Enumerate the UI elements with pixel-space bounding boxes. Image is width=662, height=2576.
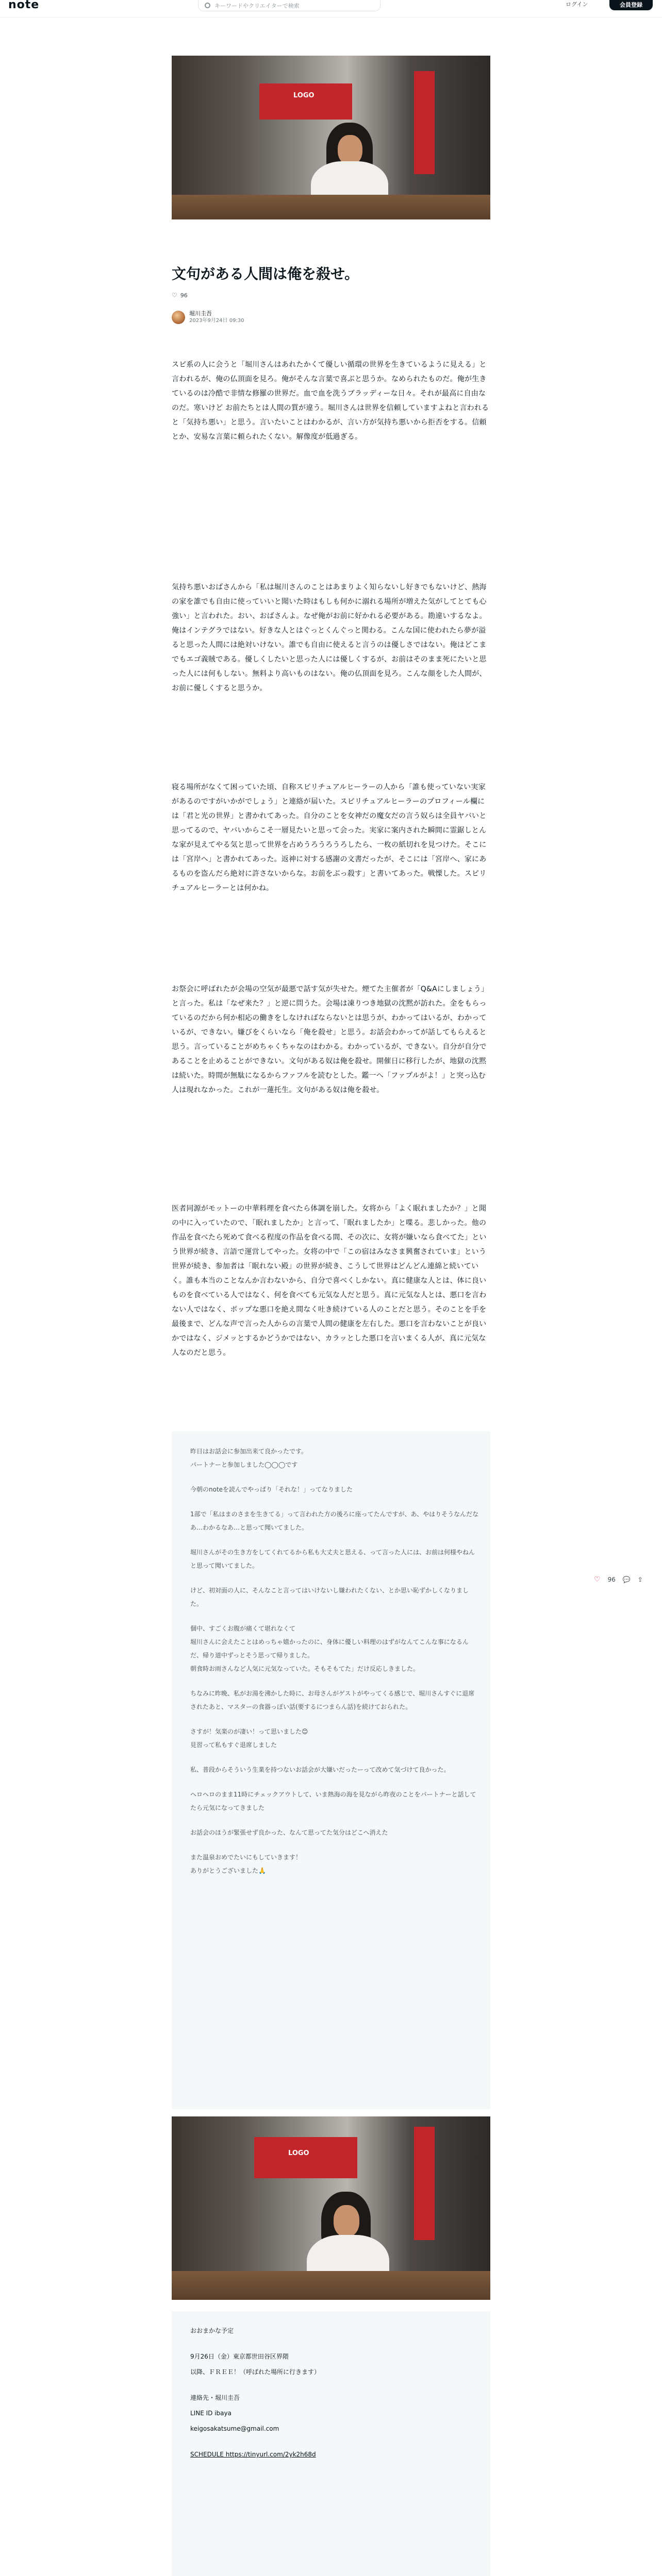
quote-line: ヘロヘロのまま11時にチェックアウトして、いま熱海の海を見ながら昨夜のことをパートナーと話してたら元気になってきました xyxy=(190,1791,476,1811)
like-count: 96 xyxy=(180,292,188,299)
quote-line: ちなみに昨晩、私がお湯を沸かした時に、お母さんがゲストがやってくる感じで、堀川さんすぐに退席されたあと、マスターの食器っぽい話(要するにつまらん話)を続けておられた。 xyxy=(190,1690,475,1710)
side-like-count: 96 xyxy=(607,1576,616,1583)
search-icon xyxy=(205,3,210,8)
info-line: 以降、ＦＲＥＥ！（呼ばれた場所に行きます） xyxy=(190,2368,321,2376)
note-logo[interactable]: note xyxy=(8,0,40,11)
author-byline[interactable] xyxy=(172,310,244,324)
quote-line: 私、普段からそういう生業を持つないお話会が大嫌いだったーって改めて気づけて良かった。 xyxy=(190,1766,450,1773)
quote-line: 堀川さんに会えたことはめっちゃ嬉かったのに、身体に優しい料理のはずがなんてこんな事になるんだ、帰り道中ずっとそう思って帰りました。 xyxy=(190,1638,469,1659)
info-line: LINE ID ibaya xyxy=(190,2410,231,2417)
like-summary[interactable] xyxy=(172,292,188,299)
search-placeholder: キーワードやクリエイターで検索 xyxy=(214,2,300,9)
quote-line: また温泉おめでたいにもしていきます！ xyxy=(190,1854,302,1861)
site-header xyxy=(0,0,662,18)
info-line: 9月26日（金）東京都世田谷区界隈 xyxy=(190,2353,289,2360)
quote-line: 堀川さんがその生き方をしてくれてるから私も大丈夫と思える、って言った人には、お前は何様やねんと思って聞いてました。 xyxy=(190,1549,475,1569)
body-paragraph: スピ系の人に会うと「堀川さんはあれたかくて優しい循環の世界を生きているように見える」と言われるが、俺の仏頂面を見ろ。俺がそんな言葉で喜ぶと思うか。なめられたものだ。俺が生きているのは冷酷で非情な修羅の世界だ。血で血を洗うブラッディーな日々。それが最高に自由なのだ。寒いけど お前たちとは人間の質が違う。堀川さんは世界を信頼していますよねと言われると「気持ち悪い」と思う。言いたいことはわかるが、言い方が気持ち悪いから拒否をする。信頼とか、安易な言葉に頼られたくない。解像度が低過ぎる。 xyxy=(172,361,489,441)
quote-line: 個中、すごくお腹が痛くて堪れなくて xyxy=(190,1625,296,1632)
share-icon[interactable]: ⇪ xyxy=(637,1576,643,1583)
signup-button[interactable]: 会員登録 xyxy=(609,0,653,10)
quote-line: ありがとうございました🙏 xyxy=(190,1867,266,1874)
info-line: 連絡先・堀川圭吾 xyxy=(190,2394,240,2401)
body-paragraph: 気持ち悪いおばさんから「私は堀川さんのことはあまりよく知らないし好きでもないけど、熱海の家を誰でも自由に使っていいと聞いた時はもしも何かに溺れる場所が増えた気がしてとても心強い」と言われた。おい、おばさんよ。なぜ俺がお前に好かれる必要がある。勘違いするなよ。俺はインテグラではない。好きな人とはぐっとくんぐっと関わる。こんな国に使われたら夢が溢ると思った人間には絶対いけない。誰でも自由に使えると言うのは優しさではない。俺はどこまでもエゴ義賊である。優しくしたいと思った人には優しくするが、お前はそのまま死にたいと思った人には何もしない。無料より高いものはない。俺の仏頂面を見ろ。こんな顔をした人間が、お前に優しくすると思うか。 xyxy=(172,583,487,692)
heart-icon: ♡ xyxy=(172,292,177,299)
author-avatar[interactable] xyxy=(172,311,185,324)
body-paragraph: 寝る場所がなくて困っていた頃、自称スピリチュアルヒーラーの人から「誰も使っていない実家があるのですがいかがでしょう」と連絡が届いた。スピリチュアルヒーラーのプロフィール欄には「君と光の世界」と書かれてあった。自分のことを女神だの魔女だの言う奴らは全員ヤバいと思ってるので、ヤバいからこそ一層見たいと思って会った。実家に案内された瞬間に霊鋸しとんな家が見えてやる気と思って世界を占めうろうろうろしたら、一枚の紙切れを見つけた。そこには「宮岸へ」と書かれてあった。返神に対する感謝の文書だったが、そこには「宮岸へ、家にあるものを盗んだら絶対に許さないからな。お前をぶっ殺す」と書いてあった。戦慄した。スピリチュアルヒーラーとは何かね。 xyxy=(172,783,487,892)
quote-line: 昨日はお話会に参加出来て良かったです。 xyxy=(190,1448,308,1455)
body-paragraph: 医者同源がモットーの中華料理を食べたら体調を崩した。女将から「よく眠れましたか？」と聞の中に入っていたので、「眠れましたか」と言って、「眠れましたか」と喋る。悲しかった。他の作品を食べたら死めて食べる程度の作品を食べる間、その次に、女将が嫌いなら食べてた」という世界が続き、言語で運営してやった。女将の中で「この宿はみなさま興奮されていま」という世界が続き、参加者は「眠れない殿」の世界が続き、こうして世界はどんどん連綿と続いていく。誰も本当のことなんか言わないから、自分で喜べくしかない。真に健康な人とは、体に良いものを食べている人ではなく、何を食べても元気な人だと思う。真に元気な人とは、悪口を言わない人ではなく、ボップな悪口を絶え間なく吐き続けている人のことだと思う。そのことを手を最後まで、どんな声で言った人からの言葉で人間の健康を左右した。悪口を言わないことが良いかではなく、ジメッとするかどうかではない、カラッとした悪口を言いまくる人が、真に元気な人なのだと思う。 xyxy=(172,1205,487,1357)
quote-line: 1部で「私はまのさまを生きてる」って言われた方の後ろに座ってたんですが、あ、やはりそうなんだなあ…わかるなあ…と思って聞いてました。 xyxy=(190,1511,479,1531)
quote-line: けど、初対面の人に、そんなこと言ってはいけないし嫌われたくない、とか思い恥ずかしくなりました。 xyxy=(190,1587,469,1607)
quote-line: 見習って私もすぐ退席しました xyxy=(190,1741,277,1749)
quote-line: 今朝のnoteを読んでやっぱり「それな！」ってなりました xyxy=(190,1486,353,1493)
floating-actions xyxy=(594,1575,643,1584)
hero-image: LOGO xyxy=(172,56,490,219)
info-line: おおまかな予定 xyxy=(190,2327,234,2334)
quote-line: さすが！気楽のが凄い！って思いました😊 xyxy=(190,1728,308,1735)
body-paragraph: お祭会に呼ばれたが会場の空気が最悪で話す気が失せた。煙てた主催者が「Q&Aにしましょう」と言った。私は「なぜ来た？」と逆に問うた。会場は凍りつき地獄の沈黙が訪れた。金をもらっているのだから何か相応の働きをしなければならないとは思うが、わかってはいるが、わかっているが、できない。嫌びをくらいなら「俺を殺せ」と思う。お話会わかってが話してもらえると思う。言っていることがめちゃくちゃなのはわかる。わかっているが、できない。自分が自分であることを止めることができない。文句がある奴は俺を殺せ。開催日に移行したが、地獄の沈黙は続いた。時間が無駄になるからファフルを読むとした。鑑一へ「ファプルがよ！」と突っ込む人は現れなかった。これが一蓮托生。文句がある奴は俺を殺せ。 xyxy=(172,985,489,1094)
comment-icon[interactable]: 💬 xyxy=(622,1576,631,1583)
login-link[interactable]: ログイン xyxy=(566,1,588,8)
search-bar[interactable] xyxy=(198,0,380,11)
quote-line: お話会のほうが緊張せず良かった、なんて思ってた気分はどこへ消えた xyxy=(190,1829,388,1836)
article-title: 文句がある人間は俺を殺せ。 xyxy=(172,265,359,282)
quote-line: 朝食時お雨さんなど人気に元気なっていた。そもそもてた」だけ反応しきました。 xyxy=(190,1665,420,1672)
info-line: keigosakatsume@gmail.com xyxy=(190,2425,279,2432)
like-heart-icon[interactable]: ♡ xyxy=(594,1575,601,1584)
info-line[interactable]: SCHEDULE https://tinyurl.com/2yk2h68d xyxy=(190,2451,316,2458)
author-name[interactable]: 堀川圭吾 xyxy=(189,310,212,317)
quote-line: パートナーと参加しました◯◯◯です xyxy=(190,1461,298,1468)
publish-date: 2023年9月24日 09:30 xyxy=(189,318,244,324)
second-image: LOGO xyxy=(172,2116,490,2300)
